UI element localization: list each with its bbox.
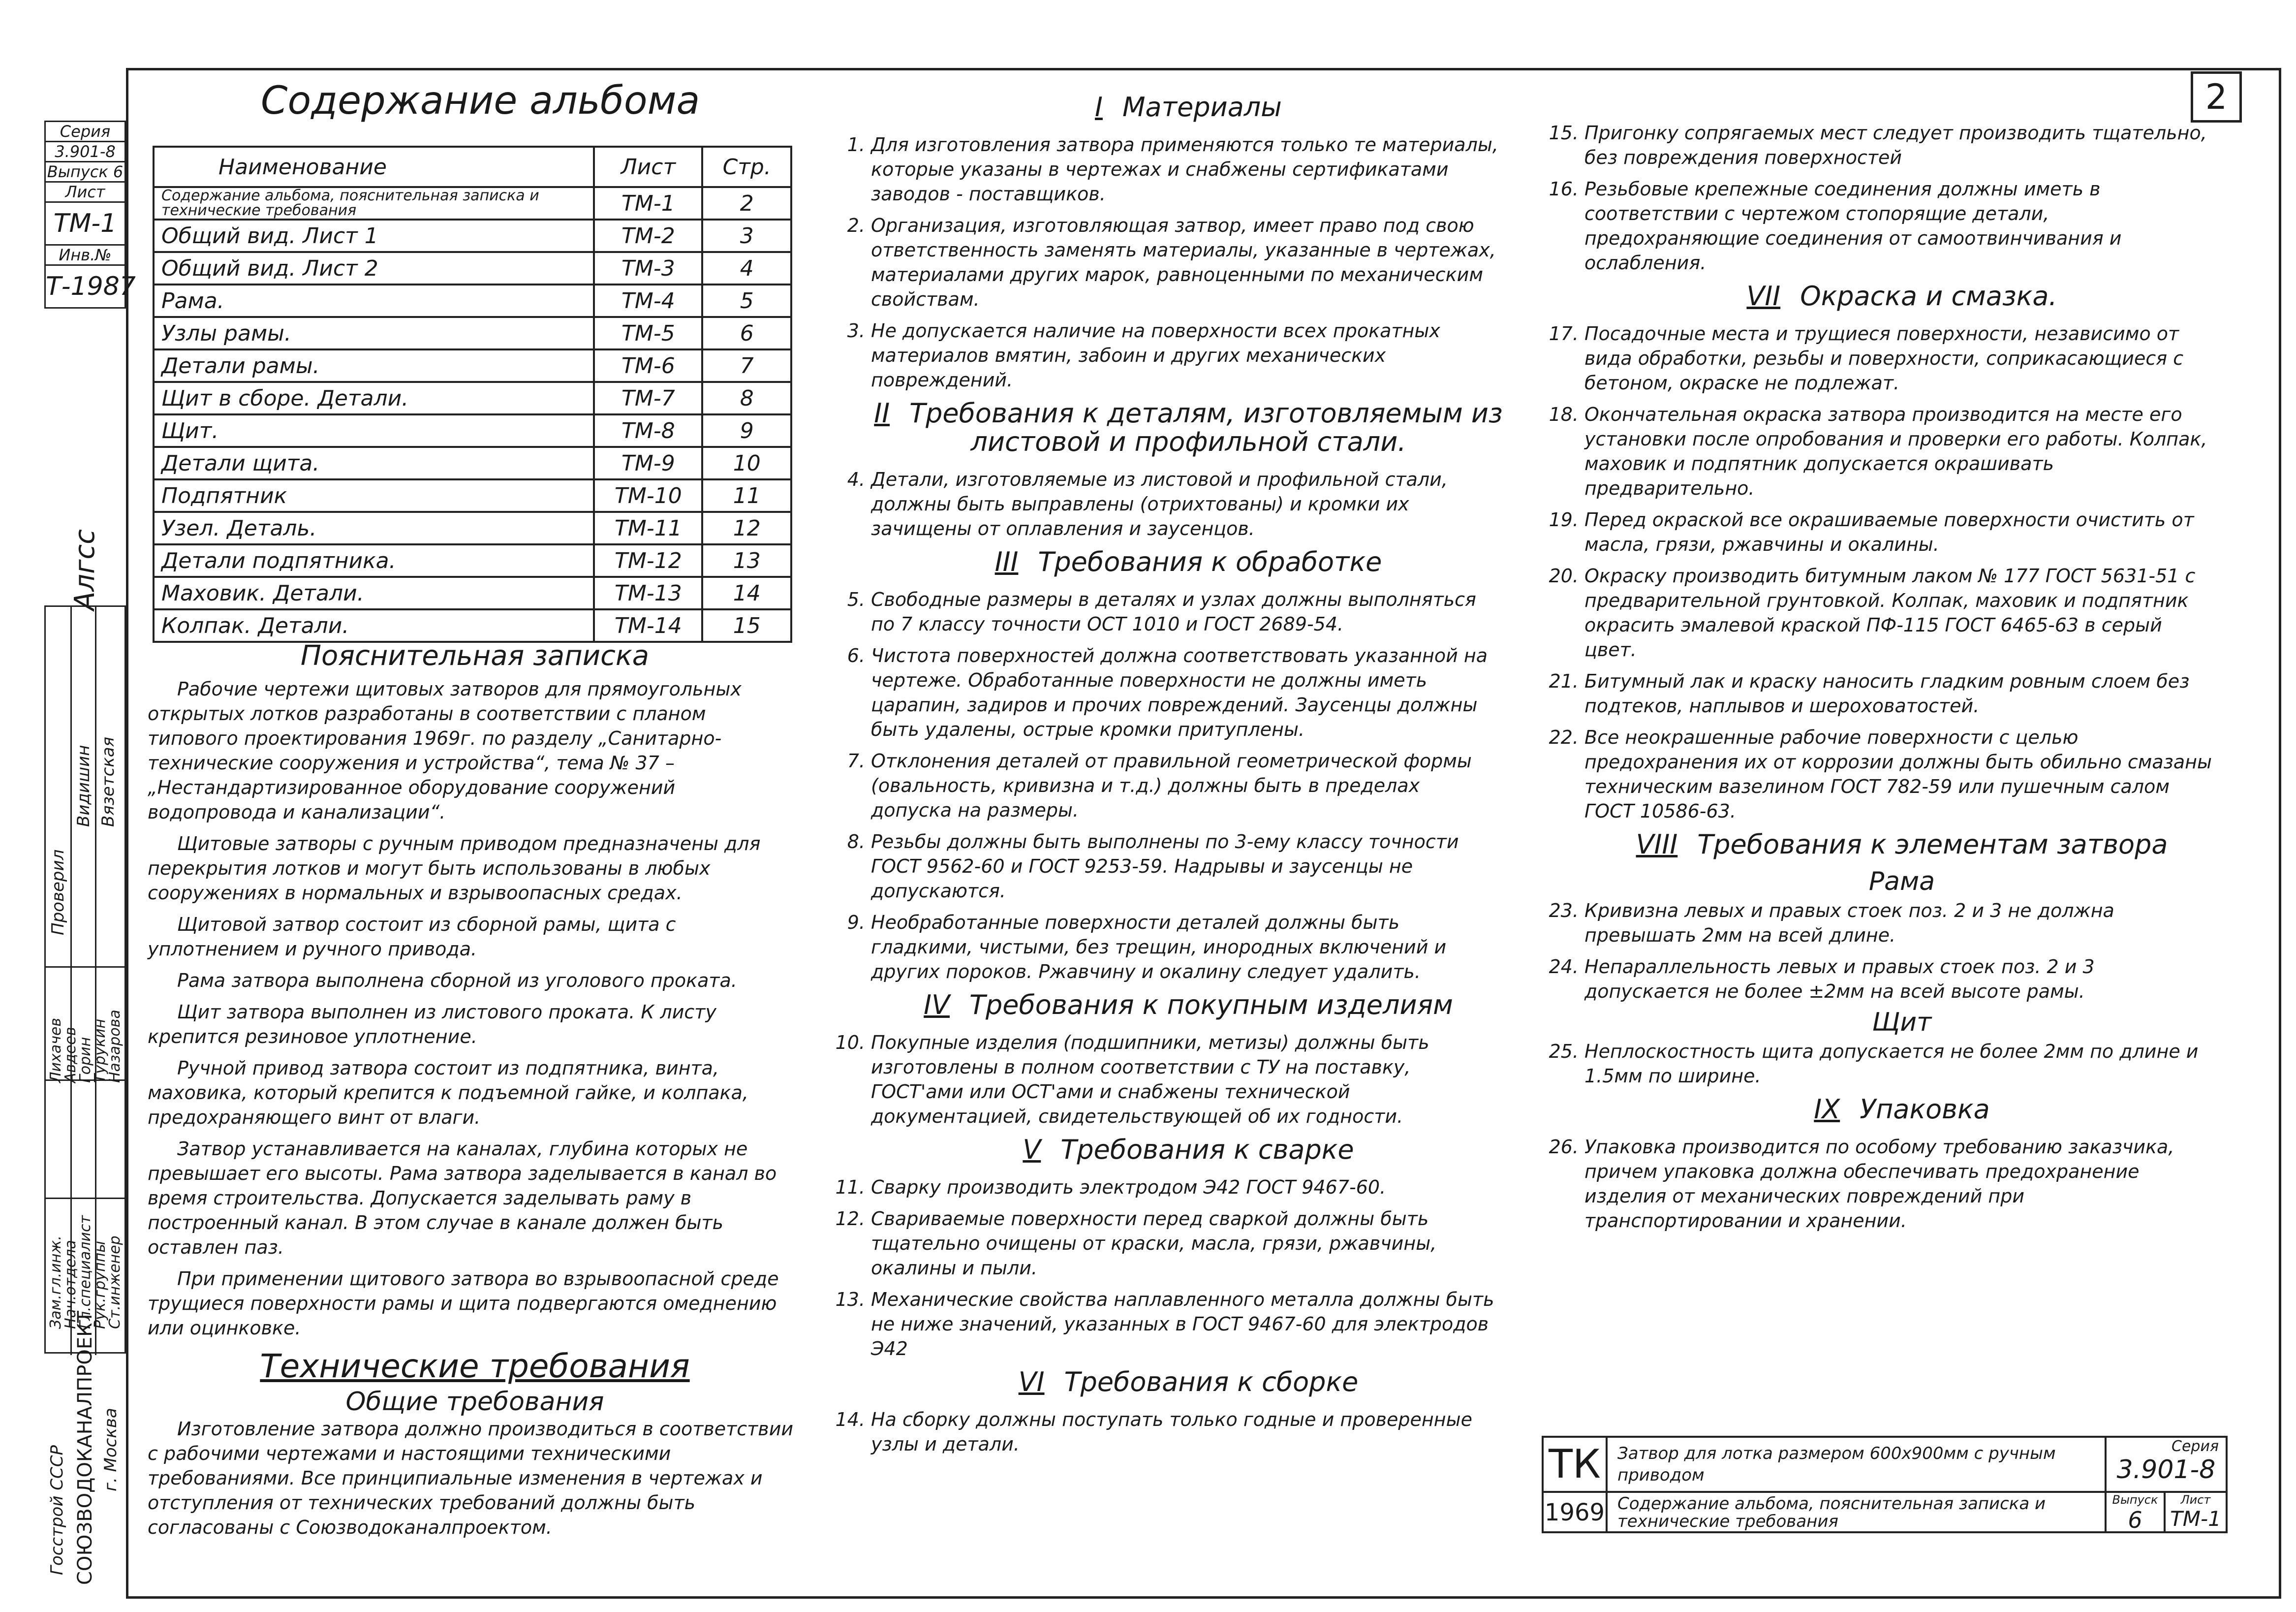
inv-value: Т-1987 bbox=[46, 272, 136, 301]
signer-4: Турукин bbox=[92, 1018, 109, 1083]
item-number: 24. bbox=[1549, 956, 1579, 978]
section-heading bbox=[871, 991, 1506, 1019]
row-sheet: ТМ-4 bbox=[594, 284, 702, 317]
item-text: Свариваемые поверхности перед сваркой должны быть тщательно очищены от краски, масла, грязи, ржавчины, окалины и пыли. bbox=[871, 1208, 1437, 1279]
item-number: 20. bbox=[1549, 565, 1579, 587]
item-number: 3. bbox=[847, 320, 865, 342]
role-1: Зам.гл.инж. bbox=[47, 1235, 64, 1329]
title-block-sheet: ТМ-1 bbox=[2170, 1507, 2221, 1531]
row-sheet: ТМ-7 bbox=[594, 382, 702, 414]
row-sheet: ТМ-13 bbox=[594, 577, 702, 609]
section-title: Требования к сборке bbox=[1064, 1366, 1359, 1397]
list-item bbox=[1549, 507, 2219, 557]
signer-5: Назарова bbox=[106, 1010, 124, 1083]
table-row bbox=[154, 317, 791, 349]
org-city: г. Москва bbox=[101, 1408, 121, 1491]
row-sheet: ТМ-8 bbox=[594, 414, 702, 447]
table-row bbox=[154, 382, 791, 414]
row-name: Детали щита. bbox=[154, 447, 594, 479]
item-number: 2. bbox=[847, 215, 865, 236]
title-block-series-label: Серия bbox=[2172, 1438, 2219, 1455]
section-title: Требования к элементам затвора bbox=[1697, 829, 2168, 860]
shield-group-title: Щит bbox=[1872, 1008, 1932, 1037]
list-item bbox=[847, 587, 1506, 636]
item-text: Окончательная окраска затвора производится на месте его установки после опробования и проверки его работы. Колпак, маховик и подпятник допускается окрашивать предварительно. bbox=[1584, 404, 2207, 499]
row-sheet: ТМ-9 bbox=[594, 447, 702, 479]
item-text: Все неокрашенные рабочие поверхности с целью предохранения их от коррозии должны быть обильно смазаны техническим вазелином ГОСТ 782-59 или пушечным салом ГОСТ 10586-63. bbox=[1584, 727, 2212, 822]
item-text: Механические свойства наплавленного металла должны быть не ниже значений, указанных в ГОСТ 9467-60 для электродов Э42 bbox=[871, 1289, 1494, 1359]
item-text: Непараллельность левых и правых стоек поз. 2 и 3 допускается не более ±2мм на всей высоте рамы. bbox=[1584, 956, 2095, 1002]
title-block-series: 3.901-8 bbox=[2116, 1455, 2216, 1485]
role-2: Нач.отдела bbox=[62, 1240, 79, 1329]
row-name: Общий вид. Лист 1 bbox=[154, 220, 594, 252]
section-number: VIII bbox=[1636, 829, 1678, 860]
row-name: Рама. bbox=[154, 284, 594, 317]
table-row bbox=[154, 447, 791, 479]
sheet-value: ТМ-1 bbox=[46, 203, 124, 246]
list-item bbox=[847, 213, 1506, 312]
list-item bbox=[847, 467, 1506, 541]
item-text: Резьбы должны быть выполнены по 3-ему классу точности ГОСТ 9562-60 и ГОСТ 9253-59. Надрывы и заусенцы не допускаются. bbox=[871, 831, 1459, 902]
table-row bbox=[154, 284, 791, 317]
col-sheet-header: Лист bbox=[594, 147, 702, 187]
item-number: 19. bbox=[1549, 509, 1579, 531]
item-number: 8. bbox=[847, 831, 865, 853]
inv-label: Инв.№ bbox=[46, 246, 124, 266]
item-number: 23. bbox=[1549, 900, 1579, 921]
row-page: 3 bbox=[702, 220, 791, 252]
section-heading bbox=[1584, 282, 2219, 311]
item-text: Детали, изготовляемые из листовой и профильной стали, должны быть выправлены (отрихтованы) и кромки их зачищены от оплавления и заусенцов. bbox=[871, 469, 1448, 539]
note-paragraph: Ручной привод затвора состоит из подпятника, винта, маховика, который крепится к подъемной гайке, и колпака, предохраняющего винт от влаги. bbox=[148, 1057, 748, 1128]
row-page: 14 bbox=[702, 577, 791, 609]
list-item bbox=[835, 1030, 1506, 1129]
row-name: Щит в сборе. Детали. bbox=[154, 382, 594, 414]
row-page: 4 bbox=[702, 252, 791, 284]
table-row bbox=[154, 544, 791, 577]
list-item bbox=[1549, 121, 2219, 170]
list-item bbox=[1549, 1135, 2219, 1233]
item-number: 7. bbox=[847, 750, 865, 772]
section-number: IV bbox=[924, 989, 950, 1020]
side-signature-top: Алгсс bbox=[69, 529, 101, 610]
section-heading bbox=[871, 1368, 1506, 1396]
col-page-header: Стр. bbox=[702, 147, 791, 187]
item-number: 6. bbox=[847, 645, 865, 666]
row-sheet: ТМ-6 bbox=[594, 349, 702, 382]
title-block-year: 1969 bbox=[1544, 1493, 1608, 1533]
note-paragraph: Щитовые затворы с ручным приводом предназначены для перекрытия лотков и могут быть использованы в любых сооружениях в нормальных и взрывоопасных средах. bbox=[148, 833, 761, 904]
item-text: Сварку производить электродом Э42 ГОСТ 9467-60. bbox=[871, 1176, 1386, 1198]
table-row bbox=[154, 609, 791, 642]
row-name: Детали рамы. bbox=[154, 349, 594, 382]
row-name: Детали подпятника. bbox=[154, 544, 594, 577]
list-item bbox=[1549, 898, 2219, 948]
title-block-product: Затвор для лотка размером 600х900мм с ручным приводом bbox=[1608, 1438, 2107, 1493]
note-paragraph: Щит затвора выполнен из листового проката. К листу крепится резиновое уплотнение. bbox=[148, 1001, 716, 1047]
checked-label: Проверил bbox=[48, 849, 68, 935]
title-block-issue-cell bbox=[2107, 1493, 2166, 1533]
row-sheet: ТМ-2 bbox=[594, 220, 702, 252]
item-number: 1. bbox=[847, 134, 865, 156]
item-text: Отклонения деталей от правильной геометрической формы (овальность, кривизна и т.д.) должны быть в пределах допуска на размеры. bbox=[871, 750, 1472, 821]
checked-sign: Видишин bbox=[74, 745, 93, 827]
contents-title: Содержание альбома bbox=[261, 79, 700, 123]
list-item bbox=[1549, 177, 2219, 275]
section-heading bbox=[871, 548, 1506, 576]
item-number: 22. bbox=[1549, 727, 1579, 748]
table-row bbox=[154, 220, 791, 252]
note-paragraph: Затвор устанавливается на каналах, глубина которых не превышает его высоты. Рама затвора заделывается в канал во время строительства. Допускается заделывать раму в построенный канал. В этом случае в канале должен быть оставлен паз. bbox=[148, 1138, 777, 1258]
table-row bbox=[154, 187, 791, 220]
section-title: Материалы bbox=[1122, 92, 1282, 123]
item-text: Пригонку сопрягаемых мест следует производить тщательно, без повреждения поверхностей bbox=[1584, 122, 2207, 168]
sheet-number: 2 bbox=[2191, 71, 2242, 123]
section-number: VII bbox=[1746, 281, 1781, 312]
list-item bbox=[847, 318, 1506, 392]
row-name: Щит. bbox=[154, 414, 594, 447]
sheet-label: Лист bbox=[46, 183, 124, 203]
section-title: Требования к обработке bbox=[1038, 546, 1382, 577]
row-sheet: ТМ-14 bbox=[594, 609, 702, 642]
row-page: 15 bbox=[702, 609, 791, 642]
item-text: Организация, изготовляющая затвор, имеет право под свою ответственность заменять материалы, указанные в чертежах, материалами других марок, равноценными по механическим свойствам. bbox=[871, 215, 1496, 310]
item-text: Необработанные поверхности деталей должны быть гладкими, чистыми, без трещин, инородных включений и других пороков. Ржавчину и окалину следует удалить. bbox=[871, 912, 1447, 982]
note-title: Пояснительная записка bbox=[300, 640, 650, 672]
col-name-header: Наименование bbox=[154, 147, 594, 187]
item-text: Свободные размеры в деталях и узлах должны выполняться по 7 классу точности ОСТ 1010 и ГОСТ 2689-54. bbox=[871, 589, 1476, 635]
list-item bbox=[847, 829, 1506, 903]
note-paragraph: Рабочие чертежи щитовых затворов для прямоугольных открытых лотков разработаны в соответствии с планом типового проектирования 1969г. по разделу „Санитарно-технические сооружения и устройства“, тема № 37 – „Нестандартизированное оборудование сооружений водопровода и канализации“. bbox=[148, 678, 742, 823]
list-item bbox=[1549, 1039, 2219, 1088]
signer-3: Горин bbox=[77, 1037, 94, 1083]
section-title: Требования к сварке bbox=[1060, 1134, 1354, 1165]
section-heading bbox=[1584, 830, 2219, 859]
title-block-series-cell bbox=[2107, 1438, 2226, 1493]
row-page: 2 bbox=[702, 187, 791, 220]
row-page: 9 bbox=[702, 414, 791, 447]
title-block-sheet-cell bbox=[2166, 1493, 2226, 1533]
middle-column bbox=[835, 86, 1506, 1463]
item-number: 13. bbox=[835, 1289, 865, 1310]
issue-label: Выпуск 6 bbox=[46, 162, 124, 183]
contents-table bbox=[153, 146, 792, 643]
section-heading bbox=[1584, 1095, 2219, 1124]
item-number: 16. bbox=[1549, 178, 1579, 200]
list-item bbox=[835, 1175, 1506, 1200]
section-number: II bbox=[874, 398, 890, 429]
title-block bbox=[1542, 1436, 2228, 1533]
row-page: 12 bbox=[702, 512, 791, 544]
section-number: I bbox=[1095, 92, 1103, 123]
item-text: Резьбовые крепежные соединения должны иметь в соответствии с чертежом стопорящие детали, предохраняющие соединения от самоотвинчивания и ослабления. bbox=[1584, 178, 2122, 274]
item-number: 17. bbox=[1549, 323, 1579, 345]
role-4: Рук.группы bbox=[92, 1241, 109, 1329]
row-page: 5 bbox=[702, 284, 791, 317]
section-number: V bbox=[1023, 1134, 1041, 1165]
section-title: Требования к деталям, изготовляемым из листовой и профильной стали. bbox=[909, 398, 1503, 457]
list-item bbox=[1549, 669, 2219, 718]
row-name: Узлы рамы. bbox=[154, 317, 594, 349]
tech-subtitle: Общие требования bbox=[345, 1387, 604, 1417]
row-name: Общий вид. Лист 2 bbox=[154, 252, 594, 284]
list-item bbox=[835, 1206, 1506, 1280]
right-column bbox=[1549, 121, 2219, 1240]
series-label: Серия bbox=[46, 122, 124, 142]
tech-title: Технические требования bbox=[260, 1347, 690, 1385]
list-item bbox=[847, 749, 1506, 822]
row-page: 10 bbox=[702, 447, 791, 479]
contents-header-row bbox=[154, 147, 791, 187]
frame-group-title: Рама bbox=[1868, 867, 1935, 896]
row-sheet: ТМ-5 bbox=[594, 317, 702, 349]
row-sheet: ТМ-10 bbox=[594, 479, 702, 512]
item-text: Упаковка производится по особому требованию заказчика, причем упаковка должна обеспечивать предохранение изделия от механических повреждений при транспортировании и хранении. bbox=[1584, 1136, 2174, 1232]
row-sheet: ТМ-12 bbox=[594, 544, 702, 577]
item-number: 9. bbox=[847, 912, 865, 933]
table-row bbox=[154, 512, 791, 544]
tech-intro: Изготовление затвора должно производиться в соответствии с рабочими чертежами и настоящими техническими требованиями. Все принципиальные изменения в чертежах и отступления от технических требований должны быть согласованы с Союзводоканалпроектом. bbox=[148, 1418, 794, 1538]
row-name: Подпятник bbox=[154, 479, 594, 512]
item-number: 5. bbox=[847, 589, 865, 610]
org-gosstroy: Госстрой СССР bbox=[47, 1445, 67, 1575]
row-page: 13 bbox=[702, 544, 791, 577]
title-block-sheet-label: Лист bbox=[2180, 1493, 2211, 1507]
role-5: Ст.инженер bbox=[106, 1235, 124, 1329]
item-number: 4. bbox=[847, 469, 865, 490]
section-number: VI bbox=[1018, 1366, 1045, 1397]
side-stamp-series bbox=[44, 121, 136, 309]
item-text: Чистота поверхностей должна соответствовать указанной на чертеже. Обработанные поверхности не должны иметь царапин, задиров и прочих повреждений. Заусенцы должны быть удалены, острые кромки притуплены. bbox=[871, 645, 1488, 740]
list-item bbox=[1549, 954, 2219, 1004]
explanatory-note bbox=[148, 640, 802, 1540]
section-number: IX bbox=[1814, 1094, 1840, 1125]
row-page: 7 bbox=[702, 349, 791, 382]
item-number: 10. bbox=[835, 1032, 865, 1053]
title-block-issue-label: Выпуск bbox=[2112, 1493, 2158, 1507]
section-heading bbox=[871, 1136, 1506, 1164]
item-number: 21. bbox=[1549, 670, 1579, 692]
title-block-mark: ТК bbox=[1544, 1438, 1608, 1493]
item-text: Битумный лак и краску наносить гладким ровным слоем без подтеков, наплывов и шероховатостей. bbox=[1584, 670, 2190, 717]
row-sheet: ТМ-1 bbox=[594, 187, 702, 220]
item-text: Кривизна левых и правых стоек поз. 2 и 3 не должна превышать 2мм на всей длине. bbox=[1584, 900, 2114, 946]
list-item bbox=[847, 643, 1506, 742]
item-number: 12. bbox=[835, 1208, 865, 1230]
org-soyuz: СОЮЗВОДОКАНАЛПРОЕКТ bbox=[74, 1311, 96, 1585]
row-sheet: ТМ-11 bbox=[594, 512, 702, 544]
item-number: 14. bbox=[835, 1409, 865, 1430]
table-row bbox=[154, 414, 791, 447]
title-block-issue: 6 bbox=[2128, 1507, 2142, 1533]
row-sheet: ТМ-3 bbox=[594, 252, 702, 284]
item-number: 25. bbox=[1549, 1041, 1579, 1062]
item-text: На сборку должны поступать только годные и проверенные узлы и детали. bbox=[871, 1409, 1472, 1455]
signer-1: Лихачев bbox=[47, 1017, 64, 1083]
row-name: Содержание альбома, пояснительная записка и технические требования bbox=[154, 187, 594, 220]
list-item bbox=[835, 1407, 1506, 1456]
item-text: Посадочные места и трущиеся поверхности, независимо от вида обработки, резьбы и поверхности, соприкасающиеся с бетоном, окраске не подлежат. bbox=[1584, 323, 2184, 394]
row-name: Колпак. Детали. bbox=[154, 609, 594, 642]
item-number: 18. bbox=[1549, 404, 1579, 425]
signer-2: Авдеев bbox=[62, 1027, 79, 1083]
checked-name: Вязетская bbox=[98, 736, 118, 827]
table-row bbox=[154, 577, 791, 609]
table-row bbox=[154, 479, 791, 512]
row-page: 11 bbox=[702, 479, 791, 512]
item-text: Неплоскостность щита допускается не более 2мм по длине и 1.5мм по ширине. bbox=[1584, 1041, 2199, 1087]
item-number: 15. bbox=[1549, 122, 1579, 144]
row-name: Маховик. Детали. bbox=[154, 577, 594, 609]
item-text: Для изготовления затвора применяются только те материалы, которые указаны в чертежах и снабжены сертификатами заводов - поставщиков. bbox=[871, 134, 1498, 205]
section-title: Упаковка bbox=[1860, 1094, 1990, 1125]
section-heading bbox=[871, 93, 1506, 122]
series-value: 3.901-8 bbox=[46, 142, 124, 162]
list-item bbox=[835, 1287, 1506, 1361]
item-text: Окраску производить битумным лаком № 177 ГОСТ 5631-51 с предварительной грунтовкой. Колпак, маховик и подпятник окрасить эмалевой краской ПФ-115 ГОСТ 6465-63 в серый цвет. bbox=[1584, 565, 2196, 661]
list-item bbox=[847, 910, 1506, 984]
section-number: III bbox=[994, 546, 1019, 577]
list-item bbox=[1549, 321, 2219, 395]
item-number: 11. bbox=[835, 1176, 865, 1198]
list-item bbox=[1549, 725, 2219, 823]
item-text: Не допускается наличие на поверхности всех прокатных материалов вмятин, забоин и других механических повреждений. bbox=[871, 320, 1440, 391]
role-3: Гл.специалист bbox=[77, 1215, 94, 1329]
item-text: Покупные изделия (подшипники, метизы) должны быть изготовлены в полном соответствии с ТУ на поставку, ГОСТ'ами или ОСТ'ами и снабжены технической документацией, свидетельствующей об их годности. bbox=[871, 1032, 1429, 1127]
note-paragraph: Щитовой затвор состоит из сборной рамы, щита с уплотнением и ручного привода. bbox=[148, 914, 676, 960]
list-item bbox=[1549, 564, 2219, 662]
note-paragraph: При применении щитового затвора во взрывоопасной среде трущиеся поверхности рамы и щита подвергаются омеднению или оцинковке. bbox=[148, 1268, 779, 1339]
row-name: Узел. Деталь. bbox=[154, 512, 594, 544]
section-title: Окраска и смазка. bbox=[1800, 281, 2057, 312]
note-paragraph: Рама затвора выполнена сборной из уголового проката. bbox=[177, 970, 737, 991]
row-page: 6 bbox=[702, 317, 791, 349]
table-row bbox=[154, 252, 791, 284]
title-block-sheet-title: Содержание альбома, пояснительная записка и технические требования bbox=[1608, 1493, 2107, 1533]
section-heading bbox=[871, 399, 1506, 456]
list-item bbox=[847, 132, 1506, 206]
item-number: 26. bbox=[1549, 1136, 1579, 1158]
item-text: Перед окраской все окрашиваемые поверхности очистить от масла, грязи, ржавчины и окалины. bbox=[1584, 509, 2194, 555]
section-title: Требования к покупным изделиям bbox=[969, 989, 1453, 1020]
row-page: 8 bbox=[702, 382, 791, 414]
table-row bbox=[154, 349, 791, 382]
list-item bbox=[1549, 402, 2219, 501]
